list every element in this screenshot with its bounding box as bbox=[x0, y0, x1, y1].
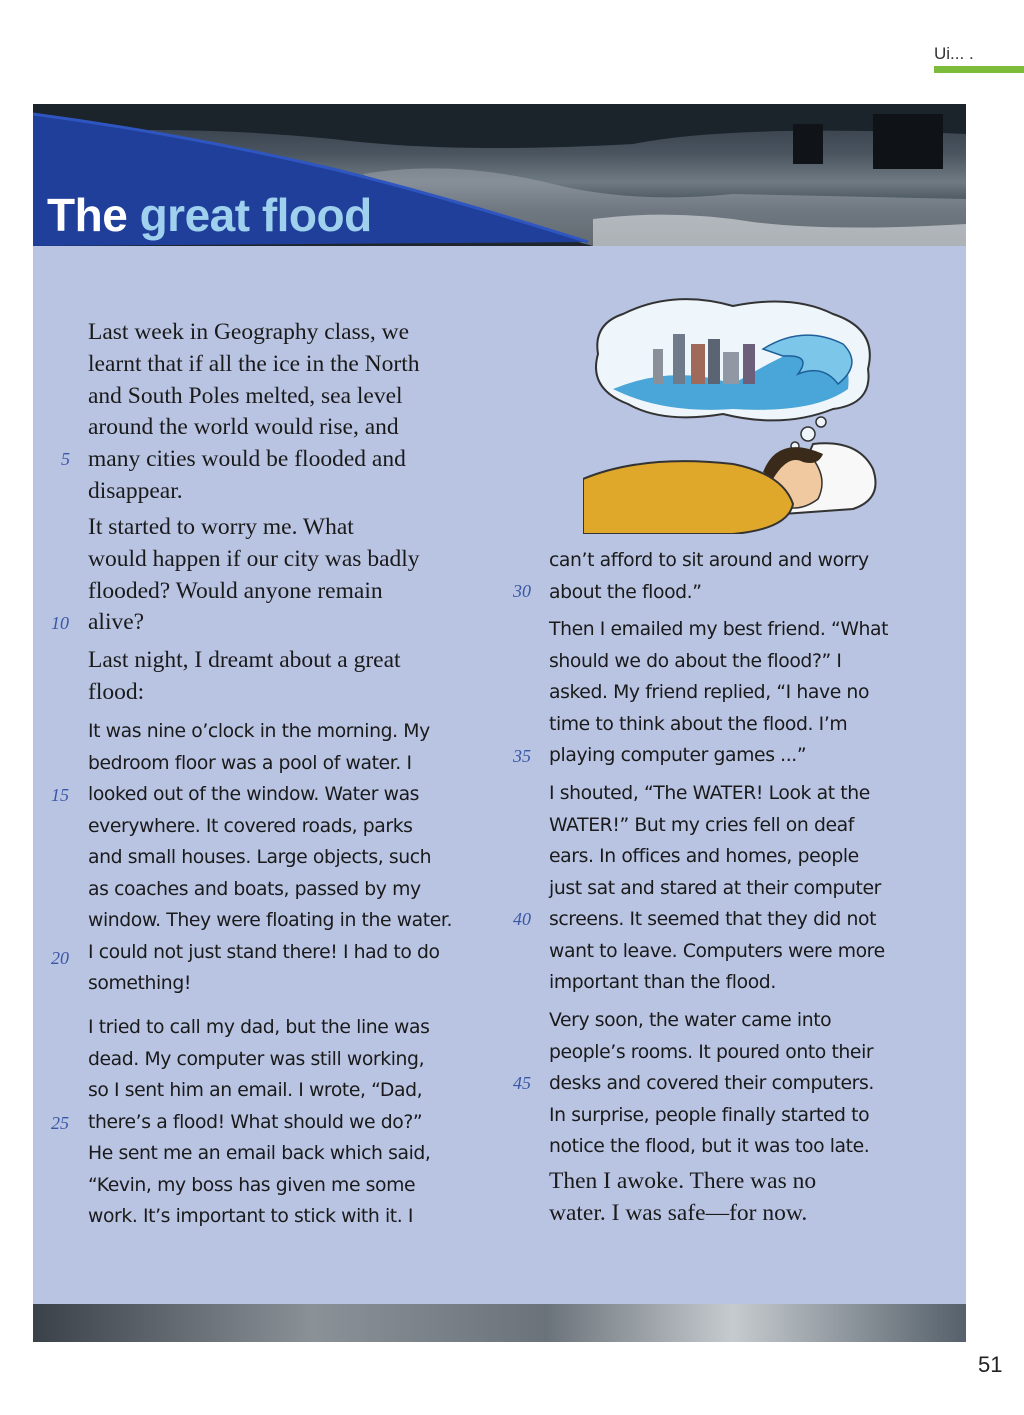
line-number-25: 25 bbox=[51, 1113, 69, 1133]
text-line: everywhere. It covered roads, parks bbox=[88, 815, 413, 837]
text-line: water. I was safe—for now. bbox=[549, 1199, 808, 1226]
text-line: many cities would be flooded and bbox=[88, 446, 406, 473]
title-word-the: The bbox=[47, 189, 128, 241]
text-line: ears. In offices and homes, people bbox=[549, 846, 859, 867]
text-line: can’t afford to sit around and worry bbox=[549, 550, 869, 571]
text-line: there’s a flood! What should we do?” bbox=[88, 1111, 423, 1133]
dream-illustration bbox=[583, 294, 883, 534]
text-line: Then I awoke. There was no bbox=[549, 1168, 817, 1194]
text-line: Last week in Geography class, we bbox=[88, 319, 410, 345]
unit-accent-bar bbox=[934, 66, 1024, 73]
text-line: should we do about the flood?” I bbox=[549, 650, 842, 672]
text-line: around the world would rise, and bbox=[88, 414, 399, 441]
unit-label: Ui... . bbox=[934, 44, 974, 63]
text-line: looked out of the window. Water was bbox=[88, 784, 420, 805]
text-line: WATER!” But my cries fell on deaf bbox=[549, 814, 854, 836]
page-title bbox=[47, 188, 372, 242]
text-line: want to leave. Computers were more bbox=[549, 940, 885, 962]
line-number-35: 35 bbox=[513, 746, 531, 766]
text-line: Last night, I dreamt about a great bbox=[88, 647, 401, 673]
page-number: 51 bbox=[978, 1352, 1003, 1377]
line-number-30: 30 bbox=[513, 581, 531, 601]
text-line: window. They were floating in the water. bbox=[88, 910, 453, 931]
text-line: alive? bbox=[88, 609, 145, 636]
text-line: notice the flood, but it was too late. bbox=[549, 1136, 870, 1157]
text-line: I tried to call my dad, but the line was bbox=[88, 1017, 430, 1038]
text-line: I shouted, “The WATER! Look at the bbox=[549, 783, 870, 804]
text-line: people’s rooms. It poured onto their bbox=[549, 1041, 874, 1063]
text-line: as coaches and boats, passed by my bbox=[88, 878, 421, 900]
text-line: just sat and stared at their computer bbox=[549, 877, 881, 899]
title-word-great-flood: great flood bbox=[139, 189, 372, 241]
text-line: “Kevin, my boss has given me some bbox=[88, 1174, 416, 1196]
text-line: disappear. bbox=[88, 478, 183, 504]
text-line: playing computer games ...” bbox=[549, 745, 807, 766]
text-line: It was nine o’clock in the morning. My bbox=[88, 721, 430, 742]
line-number-45: 45 bbox=[513, 1073, 531, 1093]
line-number-5: 5 bbox=[61, 449, 70, 469]
text-line: asked. My friend replied, “I have no bbox=[549, 682, 870, 703]
text-line: He sent me an email back which said, bbox=[88, 1143, 431, 1164]
text-line: work. It’s important to stick with it. I bbox=[88, 1206, 414, 1227]
text-line: about the flood.” bbox=[549, 581, 702, 603]
text-line: flooded? Would anyone remain bbox=[88, 577, 383, 604]
text-line: so I sent him an email. I wrote, “Dad, bbox=[88, 1080, 423, 1101]
text-line: important than the flood. bbox=[549, 972, 776, 993]
text-line: time to think about the flood. I’m bbox=[549, 713, 848, 735]
text-line: flood: bbox=[88, 678, 145, 705]
line-number-40: 40 bbox=[513, 909, 531, 929]
text-line: and small houses. Large objects, such bbox=[88, 847, 432, 868]
text-line: and South Poles melted, sea level bbox=[88, 382, 403, 409]
footer-photo-strip bbox=[33, 1304, 966, 1342]
text-line: screens. It seemed that they did not bbox=[549, 909, 877, 930]
text-line: learnt that if all the ice in the North bbox=[88, 350, 420, 377]
text-line: something! bbox=[88, 973, 191, 994]
line-number-15: 15 bbox=[51, 785, 69, 805]
text-line: In surprise, people finally started to bbox=[549, 1104, 870, 1126]
text-line: I could not just stand there! I had to do bbox=[88, 941, 440, 963]
text-line: would happen if our city was badly bbox=[88, 545, 420, 572]
line-number-20: 20 bbox=[51, 948, 69, 968]
text-line: Very soon, the water came into bbox=[549, 1010, 832, 1031]
text-line: It started to worry me. What bbox=[88, 514, 354, 540]
text-line: dead. My computer was still working, bbox=[88, 1048, 425, 1070]
text-line: bedroom floor was a pool of water. I bbox=[88, 752, 412, 774]
line-number-10: 10 bbox=[51, 613, 69, 633]
text-line: Then I emailed my best friend. “What bbox=[549, 619, 889, 640]
text-line: desks and covered their computers. bbox=[549, 1073, 874, 1094]
